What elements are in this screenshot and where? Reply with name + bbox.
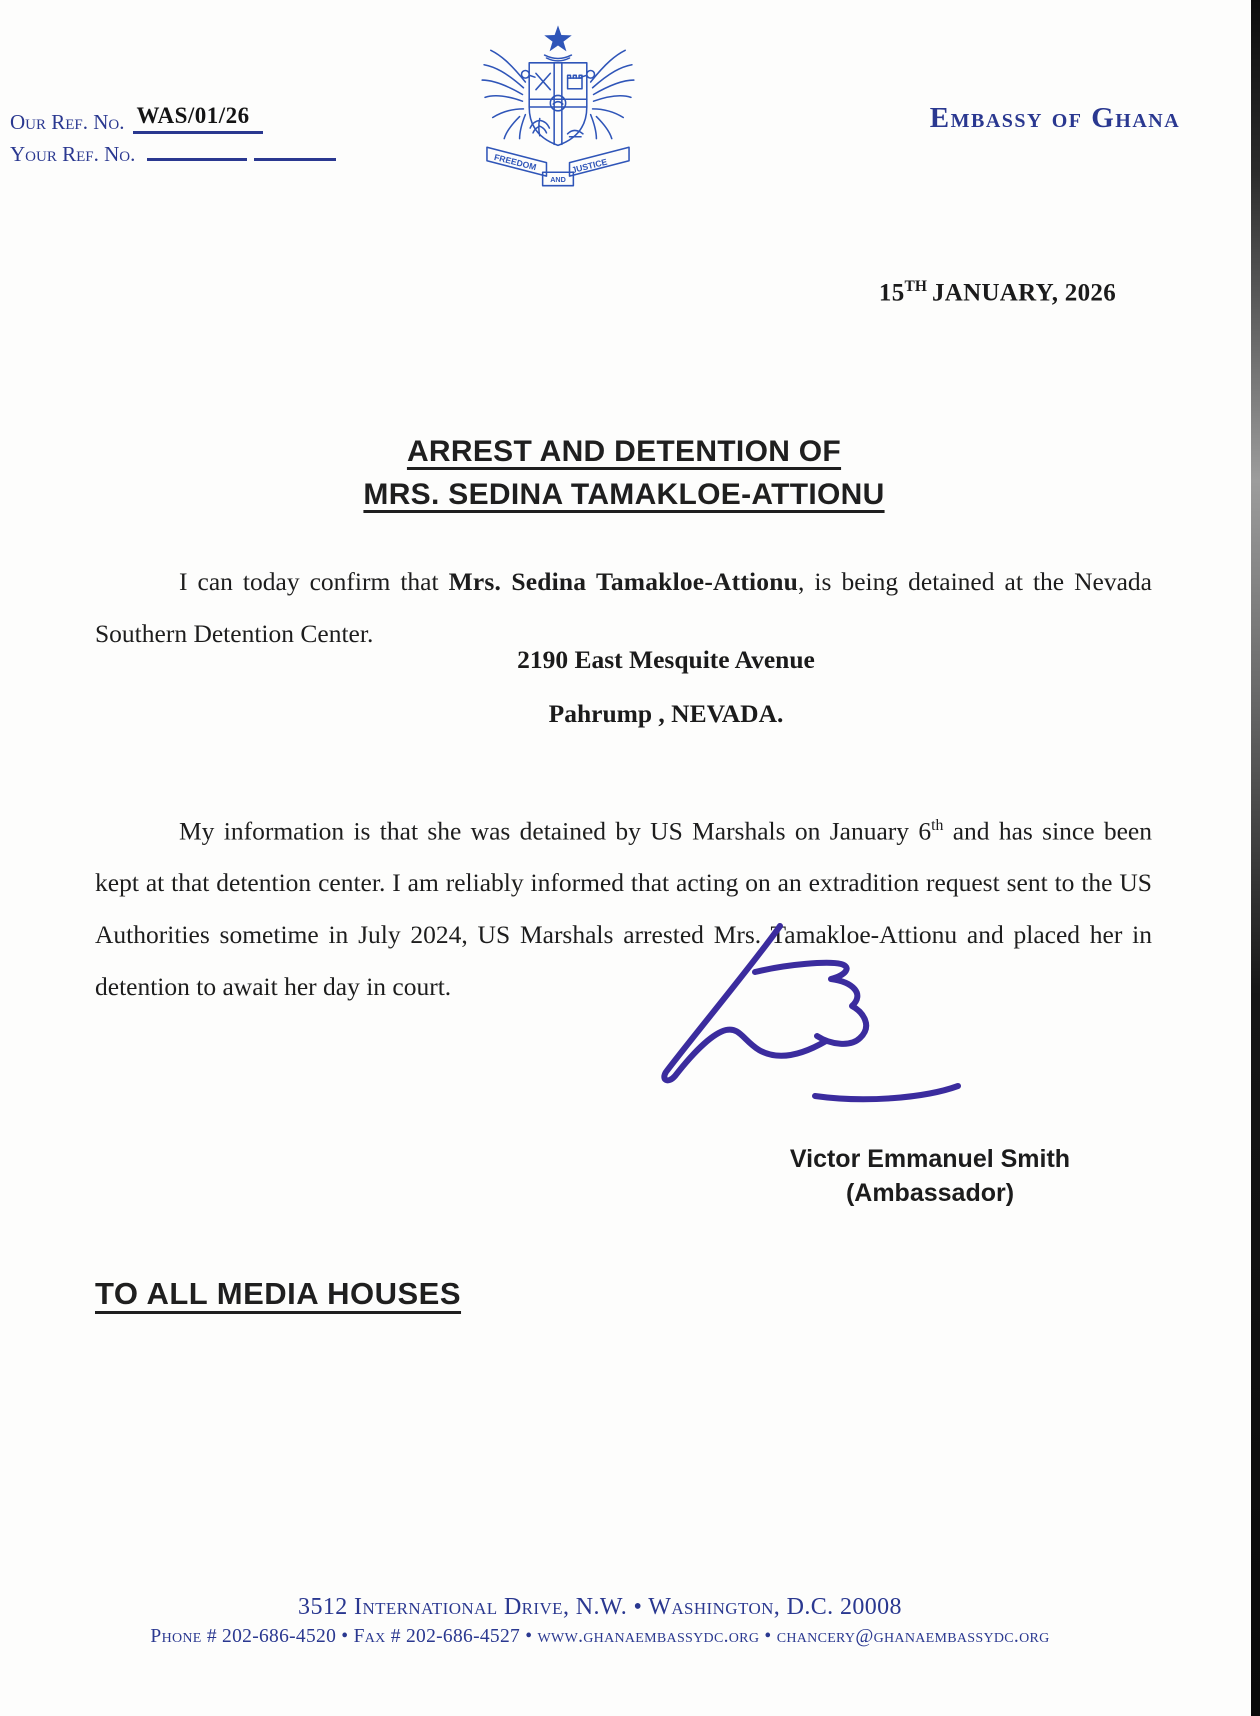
paragraph-2-text: and has since been kept at that detention center. I am reliably informed that acting on an extradition request sent to the US Authorities sometime in July 2024, US Marshals arrested Mrs. Tamakloe-Attionu and placed her in detention to await her day in court. <box>95 816 1153 1001</box>
footer-address: 3512 International Drive, N.W. • Washington, D.C. 20008 <box>298 1594 902 1620</box>
detainee-name-bold: Mrs. Sedina Tamakloe-Attionu <box>448 566 799 596</box>
date-line <box>760 278 1116 307</box>
detention-address <box>95 633 1152 741</box>
signer-title: (Ambassador) <box>845 1179 1015 1207</box>
paragraph-1-text: I can today confirm that <box>179 566 449 596</box>
our-ref-value: WAS/01/26 <box>133 102 263 134</box>
date-ordinal: TH <box>904 278 927 295</box>
motto-freedom: FREEDOM <box>493 151 538 173</box>
date-day: 15 <box>878 279 905 307</box>
address-line2: Pahrump , NEVADA. <box>548 699 784 728</box>
signer-block <box>745 1142 1115 1210</box>
motto-justice: JUSTICE <box>570 156 609 176</box>
date-ordinal-inline: th <box>931 816 944 834</box>
ghana-coat-of-arms-icon <box>462 24 654 188</box>
footer-contacts: Phone # 202-686-4520 • Fax # 202-686-4527 • www.ghanaembassydc.org • chancery@ghanaembassydc.org <box>150 1626 1050 1647</box>
document-title-line2: MRS. SEDINA TAMAKLOE-ATTIONU <box>363 478 885 511</box>
signature-scribble-icon <box>640 912 970 1117</box>
document-title <box>95 430 1153 516</box>
addressee-heading: TO ALL MEDIA HOUSES <box>95 1276 462 1311</box>
reference-block <box>10 103 336 168</box>
eagle-icon <box>581 50 634 138</box>
paragraph-2-text: My information is that she was detained by US Marshals on January 6 <box>179 816 932 845</box>
document-title-line1: ARREST AND DETENTION OF <box>406 435 842 468</box>
paragraph-2 <box>95 800 1152 1014</box>
signer-name: Victor Emmanuel Smith <box>789 1145 1071 1173</box>
page-edge-strip <box>1251 0 1260 1716</box>
address-line1: 2190 East Mesquite Avenue <box>517 645 815 674</box>
eagle-icon <box>482 50 535 138</box>
star-icon <box>544 25 571 51</box>
embassy-title: Embassy of Ghana <box>929 102 1181 134</box>
motto-and: AND <box>550 174 566 184</box>
your-ref-blank-line <box>147 144 247 161</box>
paragraph-1-text: , is being detained at the Nevada Southern Detention Center. <box>95 566 1152 648</box>
our-ref-label: Our Ref. No. <box>10 110 125 134</box>
your-ref-blank-line <box>254 144 336 161</box>
date-rest: JANUARY, 2026 <box>931 279 1116 307</box>
your-ref-label: Your Ref. No. <box>10 142 136 166</box>
